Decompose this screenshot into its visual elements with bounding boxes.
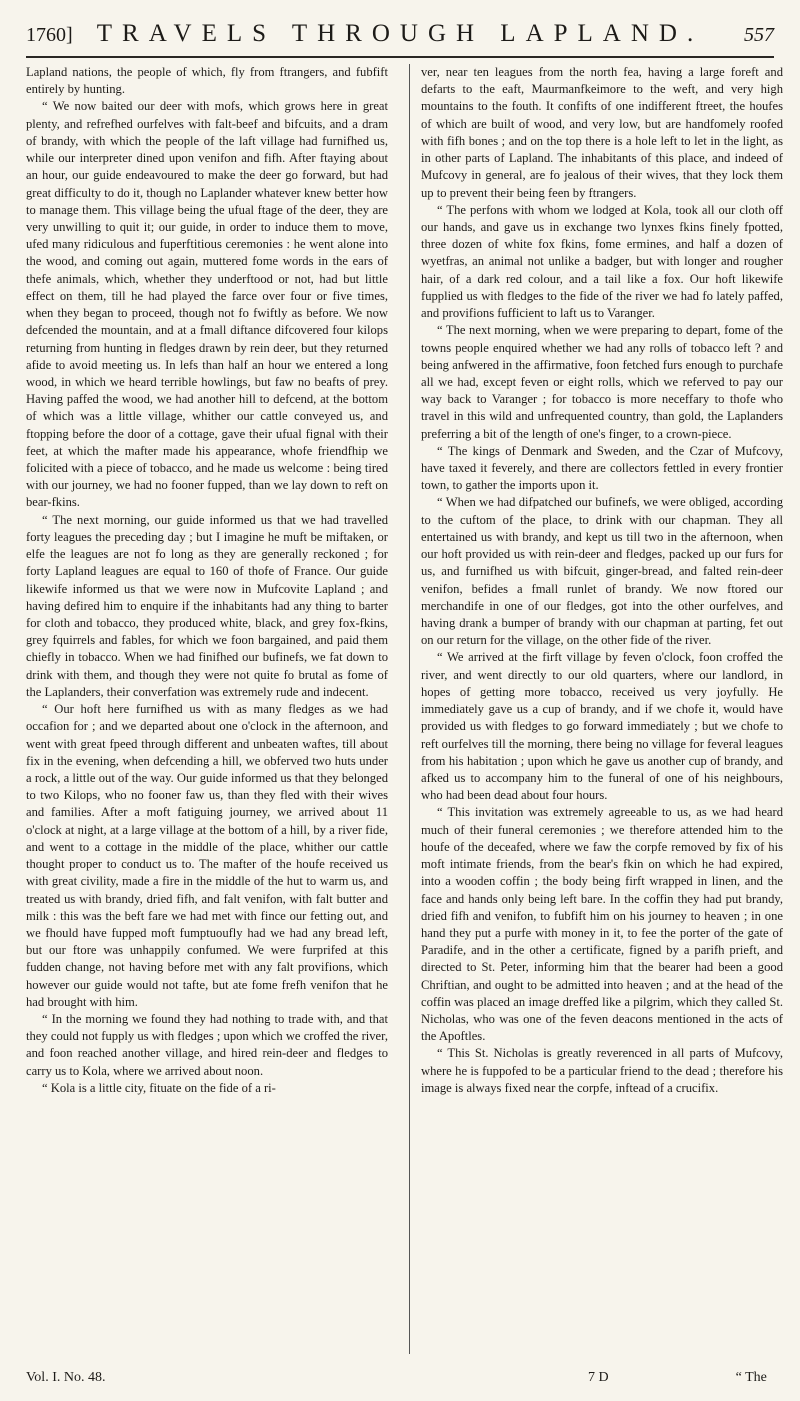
paragraph: Lapland nations, the people of which, fly from ftrangers, and fubfift entirely by hunting. — [26, 65, 388, 97]
footer-right — [588, 1370, 767, 1386]
paragraph: “ We now baited our deer with mofs, which grows here in great plenty, and refrefhed ourfelves with falt-beef and bifcuits, and a dram of brandy, with which the people of the laft village had furnifhed us, while our interpreter dined upon venifon and fifh. After ftaying about an hour, our guide endeavoured to make the deer go forward, but had great difficulty to do it, though no Laplander whatever knew better how to manage them. This village being the ufual ftage of the deer, they are very unwilling to quit it; our guide, in order to induce them to move, ufed many ridiculous and fuperftitious ceremonies : he went alone into the wood, and coming out again, muttered fome words in the ears of thefe animals, which, whether they underftood or not, had but little effect on them, till he had played the farce over four or five times, when they began to proceed, though not fo fwiftly as before. We now defcended the mountain, and at a fmall diftance difcovered four kilops returning from hunting in fledges drawn by rein deer, but they returned afide to avoid meeting us. In lefs than half an hour we entered a long wood, in which we heard terrible howlings, but faw no beafts of prey. Having paffed the wood, we had another hill to defcend, at the bottom of which was a little village, whither our cattle conveyed us, and ftopping before the door of a cottage, gave their ufual fignal with their feet, at which the mafter made his appearance, whofe friendfhip we folicited with a piece of tobacco, and he made us welcome : being tired with our journey, we had no fooner fupped, than we lay down to reft on bear-fkins. — [26, 99, 388, 510]
header-rule — [26, 56, 774, 58]
left-column — [26, 64, 388, 1364]
paragraph: “ We arrived at the firft village by feven o'clock, foon croffed the river, and went directly to our old quarters, where our landlord, in hopes of getting more tobacco, received us very joyfully. He immediately gave us a cup of brandy, and if we chofe it, would have provided us with fledges to go forward immediately ; but we chofe to reft ourfelves till the morning, there being no village for feveral leagues from his habitation ; upon which he gave us another cup of brandy, and afked us to accompany him to the funeral of one of his neighbours, who had been dead about four hours. — [421, 650, 783, 803]
paragraph: “ The perfons with whom we lodged at Kola, took all our cloth off our hands, and gave us in exchange two lynxes fkins finely fpotted, three dozen of white fox fkins, fome ermines, and half a dozen of wyetfras, an animal not unlike a badger, but with longer and rougher hair, of a dark red colour, and a tail like a fox. Our hoft likewife fupplied us with fledges to the fide of the river we had fo lately paffed, and provifions fufficient to laft us to Varanger. — [421, 202, 783, 321]
paragraph: “ This St. Nicholas is greatly reverenced in all parts of Mufcovy, where he is fuppofed to be a particular friend to the dead ; therefore his image is always fixed near the corpfe, inftead of a crucifix. — [421, 1046, 783, 1095]
paragraph: “ When we had difpatched our bufinefs, we were obliged, according to the cuftom of the place, to drink with our chapman. They all entertained us with brandy, and kept us till two in the afternoon, when our hoft provided us with rein-deer and fledges, packed up our furs for us, and furnifhed us with bifcuit, ginger-bread, and falted rein-deer venifon, befides a fmall runlet of brandy. We now ftored our merchandife in one of our fledges, got into the other ourfelves, and having drank a bumper of brandy with our chapman at parting, fet out on our return for the village, on the other fide of the river. — [421, 495, 783, 648]
running-header — [26, 18, 774, 54]
paragraph: ver, near ten leagues from the north fea, having a large foreft and defarts to the eaft, Maurmanfkeimore to the weft, and very high mountains to the fouth. It confifts of one indifferent ftreet, the houfes of which are built of wood, and very low, but are handfomely roofed with fifh bones ; and on the top there is a hole left to let in the light, as in other parts of Lapland. The inhabitants of this place, and indeed of Mufcovy in general, are fo jealous of their wives, that they lock them up to prevent their being feen by ftrangers. — [421, 65, 783, 200]
header-year: 1760] — [26, 24, 73, 46]
column-divider — [409, 64, 410, 1354]
page-number: 557 — [744, 24, 774, 46]
header-title: TRAVELS THROUGH LAPLAND. — [96, 20, 704, 47]
volume-number: Vol. I. No. 48. — [26, 1370, 106, 1385]
signature-mark: 7 D — [588, 1370, 609, 1385]
paragraph: “ In the morning we found they had nothing to trade with, and that they could not fupply us with fledges ; upon which we croffed the river, and foon reached another village, and hired rein-deer and fledges to carry us to Kola, where we arrived about noon. — [26, 1012, 388, 1078]
paragraph: “ The next morning, when we were preparing to depart, fome of the towns people enquired whether we had any rolls of tobacco left ? and being anfwered in the affirmative, foon fetched furs enough to purchafe all we had, except feven or eight rolls, which we referved to pay our way back to Varanger ; for tobacco is more neceffary to thofe who travel in this wild and unfrequented country, than gold, the Laplanders preferring a bit of the length of one's finger, to a crown-piece. — [421, 323, 783, 441]
catchword: “ The — [735, 1370, 767, 1385]
paragraph: “ The next morning, our guide informed us that we had travelled forty leagues the preceding day ; but I imagine he muft be miftaken, or elfe the leagues are not fo long as they are generally reckoned ; for forty Lapland leagues are equal to 160 of thofe of France. Our guide likewife informed us that we were now in Mufcovite Lapland ; and having defired him to enquire if the inhabitants had any thing to barter for cloth and tobacco, they produced white, black, and grey fox-fkins, grey fquirrels and fables, for which we foon bargained, and paid them chiefly in tobacco. When we had finifhed our bufinefs, we fat down to drink with them, and though they were not quite fo brutal as fome of the Laplanders, their converfation was extremely rude and indecent. — [26, 512, 388, 699]
paragraph: “ Our hoft here furnifhed us with as many fledges as we had occafion for ; and we departed about one o'clock in the afternoon, and went with great fpeed through different and unbeaten waftes, till about fix in the evening, when defcending a hill, we obferved two huts under a rock, a little out of the way. Our guide informed us that they belonged to two Kilops, who no fooner faw us, than they fled with their wives and families. After a moft fatiguing journey, we arrived about 11 o'clock at night, at a large village at the bottom of a hill, by a river fide, and went to a cottage in the middle of the place, whither our cattle thought proper to conduct us to. The mafter of the houfe received us with great civility, made a fire in the middle of the hut to warm us, and treated us with brandy, dried fifh, and falt venifon, with falt butter and milk : this was the beft fare we had met with fince our fetting out, and we fhould have fupped moft fumptuoufly had we had any bread left, but our ftore was unhappily confumed. We were furprifed at this fudden change, not having before met with any falt provifions, which however our guide would not tafte, but ate fome frefh venifon that he had brought with him. — [26, 702, 388, 1009]
paragraph: “ The kings of Denmark and Sweden, and the Czar of Mufcovy, have taxed it feverely, and there are collectors fettled in every frontier town, to gather the imports upon it. — [421, 443, 783, 493]
right-column — [421, 64, 783, 1364]
paragraph: “ Kola is a little city, fituate on the fide of a ri- — [42, 1080, 276, 1095]
paragraph: “ This invitation was extremely agreeable to us, as we had heard much of their funeral ceremonies ; we therefore attended him to the houfe of the deceafed, where we faw the corpfe removed by fix of his moft intimate friends, from the bear's fkin on which he had expired, into a wooden coffin ; the body being firft wrapped in linen, and the face and hands only being left bare. In the coffin they had put brandy, dried fifh and venifon, to fubfift him on his journey to heaven ; in one hand they put a purfe with money in it, to fee the porter of the gate of Paradife, and in the other a certificate, figned by a parifh prieft, and directed to St. Peter, informing him that the bearer had been a good Chriftian, and ought to be admitted into heaven ; and at the head of the coffin was placed an image dreffed like a pilgrim, which they called St. Nicholas, who was one of the feven deacons mentioned in the acts of the Apoftles. — [421, 805, 783, 1044]
